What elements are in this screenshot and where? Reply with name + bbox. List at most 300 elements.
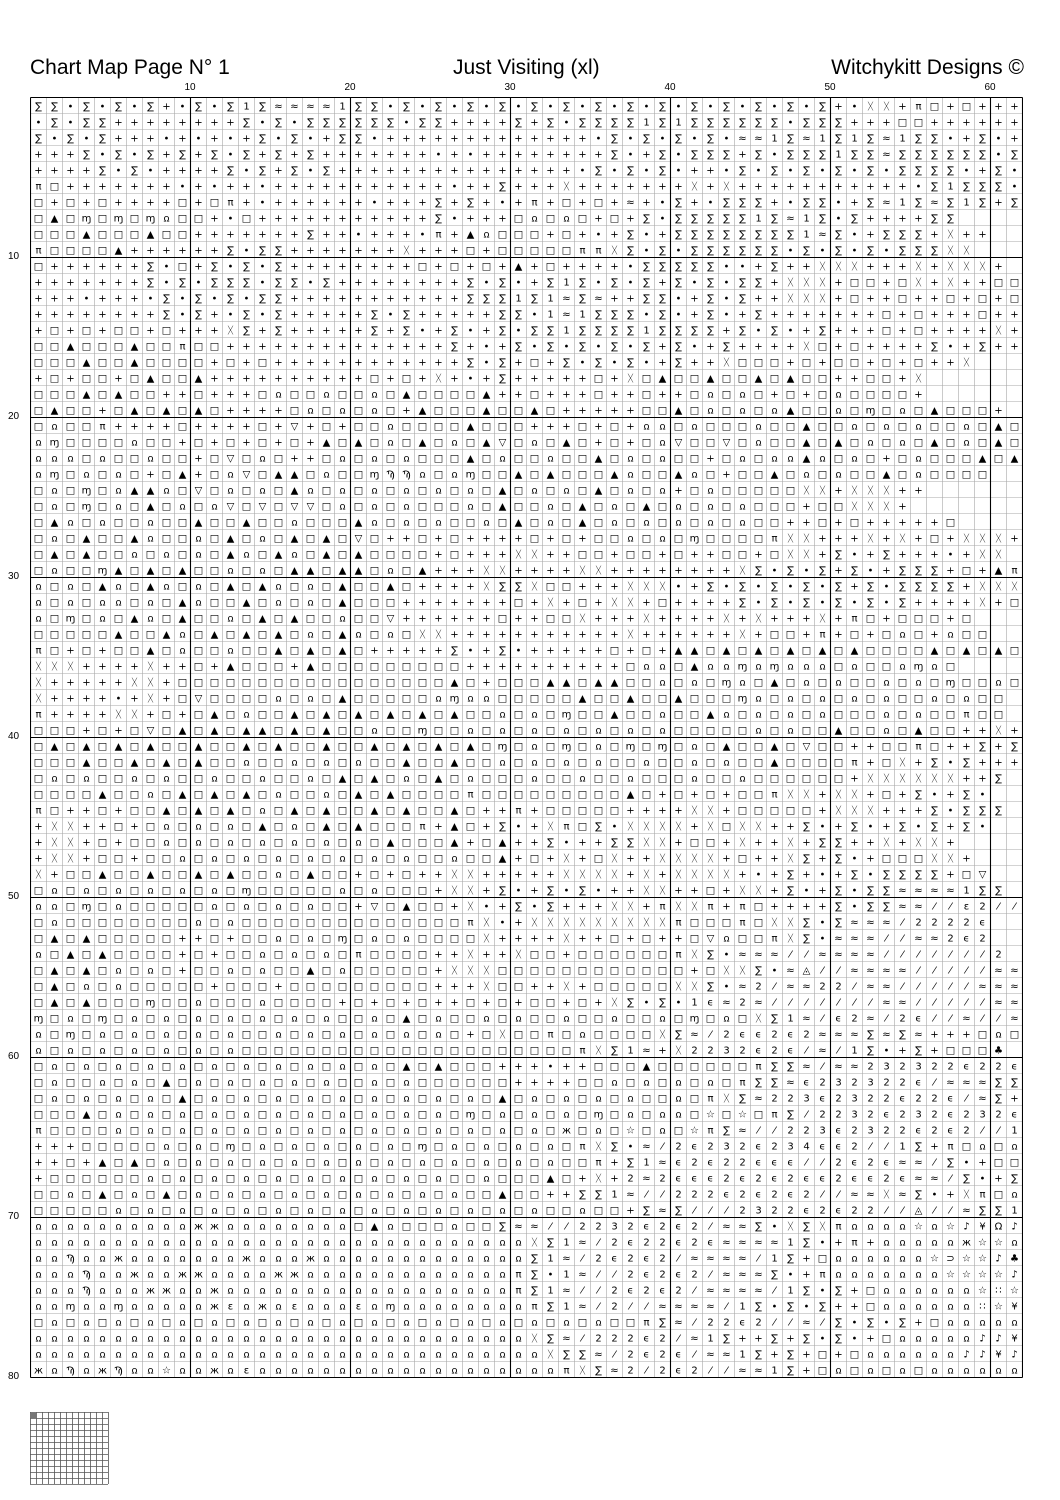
stitch-symbol: □	[418, 774, 427, 785]
stitch-symbol: □	[610, 534, 619, 545]
stitch-symbol: ⁄	[692, 1286, 698, 1297]
stitch-symbol: □	[578, 1078, 587, 1089]
stitch-symbol: +	[194, 326, 202, 337]
stitch-symbol: □	[34, 342, 43, 353]
stitch-symbol: ꭥ	[483, 1254, 489, 1265]
stitch-symbol: +	[898, 518, 906, 529]
stitch-symbol: ≈	[962, 1014, 970, 1025]
stitch-symbol: ꭥ	[339, 1270, 345, 1281]
stitch-symbol: ꭥ	[51, 502, 57, 513]
stitch-symbol: ꭥ	[435, 1366, 441, 1377]
stitch-symbol: □	[546, 726, 555, 737]
stitch-symbol: ꭥ	[595, 758, 601, 769]
stitch-symbol: π	[35, 710, 41, 721]
stitch-symbol: ▲	[115, 630, 123, 641]
stitch-symbol: □	[114, 326, 123, 337]
stitch-symbol: ≈	[738, 1126, 746, 1137]
stitch-symbol: ∑	[227, 166, 234, 177]
stitch-symbol: □	[178, 694, 187, 705]
stitch-symbol: □	[802, 646, 811, 657]
stitch-symbol: ⁄	[804, 950, 810, 961]
stitch-symbol: □	[114, 1030, 123, 1041]
stitch-symbol: π	[739, 1078, 745, 1089]
stitch-symbol: ∑	[803, 582, 810, 593]
stitch-symbol: ᚷ	[628, 582, 634, 593]
stitch-symbol: □	[450, 406, 459, 417]
stitch-symbol: •	[244, 246, 250, 257]
stitch-symbol: □	[34, 390, 43, 401]
stitch-symbol: ꭥ	[883, 694, 889, 705]
stitch-symbol: ≈	[306, 102, 314, 113]
stitch-symbol: ᚷ	[788, 278, 794, 289]
stitch-symbol: +	[194, 262, 202, 273]
stitch-symbol: □	[946, 294, 955, 305]
stitch-symbol: □	[578, 790, 587, 801]
stitch-symbol: +	[210, 214, 218, 225]
stitch-symbol: ꭥ	[179, 1302, 185, 1313]
stitch-symbol: •	[804, 102, 810, 113]
stitch-symbol: +	[754, 182, 762, 193]
stitch-symbol: ꭥ	[51, 1302, 57, 1313]
stitch-symbol: +	[386, 326, 394, 337]
stitch-symbol: ≈	[658, 1206, 666, 1217]
stitch-symbol: +	[466, 582, 474, 593]
stitch-symbol: +	[866, 230, 874, 241]
stitch-symbol: □	[210, 1046, 219, 1057]
stitch-symbol: ꭥ	[771, 406, 777, 417]
stitch-symbol: ≈	[626, 198, 634, 209]
stitch-symbol: □	[882, 1334, 891, 1345]
stitch-symbol: +	[546, 566, 554, 577]
stitch-symbol: □	[322, 886, 331, 897]
stitch-symbol: ᚷ	[500, 566, 506, 577]
stitch-symbol: ꭥ	[275, 1206, 281, 1217]
stitch-symbol: •	[564, 342, 570, 353]
stitch-symbol: □	[626, 950, 635, 961]
stitch-symbol: ɱ	[562, 710, 572, 721]
stitch-symbol: ▲	[355, 566, 363, 577]
stitch-symbol: ꭥ	[403, 1206, 409, 1217]
stitch-symbol: +	[434, 982, 442, 993]
stitch-symbol: ▲	[211, 630, 219, 641]
stitch-symbol: ᚷ	[980, 582, 986, 593]
stitch-symbol: ∑	[723, 1126, 730, 1137]
stitch-symbol: □	[850, 1366, 859, 1377]
stitch-symbol: +	[850, 374, 858, 385]
stitch-symbol: ᚷ	[756, 822, 762, 833]
stitch-symbol: +	[514, 934, 522, 945]
stitch-symbol: ∑	[931, 806, 938, 817]
stitch-symbol: ▲	[291, 566, 299, 577]
stitch-symbol: 2	[659, 1222, 665, 1233]
stitch-symbol: ∑	[499, 294, 506, 305]
stitch-symbol: +	[706, 358, 714, 369]
stitch-symbol: +	[386, 534, 394, 545]
stitch-symbol: •	[884, 582, 890, 593]
thumbnail-grid	[30, 1412, 109, 1485]
stitch-symbol: ꭥ	[195, 822, 201, 833]
stitch-symbol: □	[50, 182, 59, 193]
stitch-symbol: ϵ	[739, 1174, 745, 1185]
stitch-symbol: □	[226, 854, 235, 865]
stitch-symbol: +	[482, 870, 490, 881]
stitch-symbol: ᚷ	[820, 294, 826, 305]
stitch-symbol: □	[482, 502, 491, 513]
stitch-symbol: •	[852, 902, 858, 913]
stitch-symbol: ᚷ	[788, 838, 794, 849]
stitch-symbol: □	[994, 694, 1003, 705]
stitch-symbol: ▲	[499, 838, 507, 849]
stitch-symbol: +	[578, 982, 586, 993]
stitch-symbol: □	[850, 1350, 859, 1361]
stitch-symbol: +	[594, 934, 602, 945]
stitch-symbol: ∑	[963, 758, 970, 769]
stitch-symbol: □	[178, 678, 187, 689]
stitch-symbol: □	[210, 822, 219, 833]
stitch-symbol: ⁄	[708, 1206, 714, 1217]
stitch-symbol: ≈	[722, 1238, 730, 1249]
stitch-symbol: □	[66, 502, 75, 513]
stitch-symbol: ꭥ	[467, 1126, 473, 1137]
stitch-symbol: □	[194, 662, 203, 673]
stitch-symbol: +	[562, 598, 570, 609]
stitch-symbol: □	[674, 758, 683, 769]
stitch-symbol: □	[258, 1046, 267, 1057]
row-number: 40	[8, 732, 19, 742]
stitch-symbol: +	[226, 374, 234, 385]
stitch-symbol: ᚷ	[900, 534, 906, 545]
stitch-symbol: ⁄	[724, 1366, 730, 1377]
stitch-symbol: +	[674, 838, 682, 849]
stitch-symbol: ∑	[867, 1030, 874, 1041]
stitch-symbol: □	[306, 678, 315, 689]
stitch-symbol: □	[82, 1014, 91, 1025]
stitch-symbol: +	[466, 598, 474, 609]
stitch-symbol: □	[594, 982, 603, 993]
stitch-symbol: □	[498, 1046, 507, 1057]
stitch-symbol: ꭥ	[915, 470, 921, 481]
stitch-symbol: □	[450, 774, 459, 785]
stitch-symbol: □	[738, 486, 747, 497]
stitch-symbol: +	[770, 870, 778, 881]
stitch-symbol: ∑	[515, 310, 522, 321]
stitch-symbol: ∑	[131, 166, 138, 177]
stitch-symbol: □	[418, 390, 427, 401]
stitch-symbol: □	[66, 934, 75, 945]
stitch-symbol: ꭥ	[195, 1238, 201, 1249]
stitch-symbol: •	[948, 342, 954, 353]
stitch-symbol: •	[84, 294, 90, 305]
stitch-symbol: □	[914, 438, 923, 449]
stitch-symbol: ∑	[499, 374, 506, 385]
stitch-symbol: +	[162, 694, 170, 705]
stitch-symbol: +	[242, 230, 250, 241]
stitch-symbol: •	[852, 598, 858, 609]
stitch-symbol: +	[466, 342, 474, 353]
stitch-symbol: □	[274, 918, 283, 929]
stitch-symbol: ∑	[403, 310, 410, 321]
stitch-symbol: □	[610, 438, 619, 449]
stitch-symbol: ϵ	[643, 1350, 649, 1361]
stitch-symbol: +	[66, 1142, 74, 1153]
stitch-symbol: ꭥ	[483, 1174, 489, 1185]
stitch-symbol: +	[706, 566, 714, 577]
stitch-symbol: +	[482, 246, 490, 257]
stitch-symbol: ▲	[403, 1014, 411, 1025]
stitch-symbol: 1	[787, 1014, 793, 1025]
stitch-symbol: □	[114, 1046, 123, 1057]
stitch-symbol: +	[562, 902, 570, 913]
stitch-symbol: +	[434, 246, 442, 257]
stitch-symbol: ≈	[850, 1190, 858, 1201]
stitch-symbol: ⁄	[964, 1094, 970, 1105]
stitch-symbol: □	[626, 982, 635, 993]
stitch-symbol: □	[114, 454, 123, 465]
stitch-symbol: ≈	[802, 1318, 810, 1329]
stitch-symbol: +	[802, 870, 810, 881]
stitch-symbol: □	[754, 758, 763, 769]
stitch-symbol: □	[146, 390, 155, 401]
stitch-symbol: □	[322, 1318, 331, 1329]
stitch-symbol: +	[578, 262, 586, 273]
stitch-symbol: +	[226, 390, 234, 401]
stitch-symbol: □	[82, 630, 91, 641]
stitch-symbol: □	[50, 374, 59, 385]
stitch-symbol: ϵ	[803, 1078, 809, 1089]
stitch-symbol: ▲	[195, 742, 203, 753]
stitch-symbol: ∑	[851, 870, 858, 881]
stitch-symbol: •	[484, 102, 490, 113]
stitch-symbol: □	[578, 438, 587, 449]
stitch-symbol: ☆	[978, 1270, 987, 1281]
stitch-symbol: □	[514, 1318, 523, 1329]
stitch-symbol: □	[514, 1046, 523, 1057]
stitch-symbol: ∑	[915, 246, 922, 257]
stitch-symbol: □	[482, 1078, 491, 1089]
stitch-symbol: π	[771, 790, 777, 801]
stitch-symbol: +	[370, 246, 378, 257]
column-number: 40	[658, 82, 682, 93]
stitch-symbol: ꭥ	[371, 1366, 377, 1377]
stitch-symbol: ∑	[803, 822, 810, 833]
stitch-symbol: +	[898, 102, 906, 113]
stitch-symbol: □	[146, 1046, 155, 1057]
stitch-symbol: ▲	[595, 454, 603, 465]
stitch-symbol: ⁄	[916, 966, 922, 977]
stitch-symbol: □	[66, 742, 75, 753]
stitch-symbol: +	[290, 374, 298, 385]
stitch-symbol: □	[450, 918, 459, 929]
stitch-symbol: ɱ	[82, 902, 92, 913]
stitch-symbol: +	[674, 182, 682, 193]
stitch-symbol: ꭥ	[851, 1254, 857, 1265]
stitch-symbol: □	[338, 678, 347, 689]
stitch-symbol: ᚷ	[52, 822, 58, 833]
stitch-symbol: +	[594, 902, 602, 913]
stitch-symbol: +	[882, 214, 890, 225]
stitch-symbol: ☆	[994, 1302, 1003, 1313]
stitch-symbol: π	[227, 198, 233, 209]
stitch-symbol: ꭥ	[995, 1318, 1001, 1329]
stitch-symbol: ∑	[963, 790, 970, 801]
stitch-symbol: □	[530, 518, 539, 529]
stitch-symbol: +	[818, 902, 826, 913]
stitch-symbol: ꭥ	[227, 918, 233, 929]
stitch-symbol: □	[130, 230, 139, 241]
stitch-symbol: +	[418, 214, 426, 225]
stitch-symbol: ꭥ	[259, 1222, 265, 1233]
stitch-symbol: □	[322, 678, 331, 689]
stitch-symbol: □	[82, 1206, 91, 1217]
stitch-symbol: ∑	[739, 278, 746, 289]
stitch-symbol: +	[194, 454, 202, 465]
stitch-symbol: ≈	[994, 966, 1002, 977]
stitch-symbol: □	[290, 1174, 299, 1185]
stitch-symbol: □	[482, 1190, 491, 1201]
stitch-symbol: ♪	[979, 1350, 985, 1361]
stitch-symbol: ꭥ	[35, 902, 41, 913]
stitch-symbol: +	[466, 182, 474, 193]
stitch-symbol: ∑	[675, 326, 682, 337]
stitch-symbol: ꭥ	[371, 1014, 377, 1025]
stitch-symbol: □	[674, 454, 683, 465]
stitch-symbol: □	[162, 854, 171, 865]
stitch-symbol: +	[834, 534, 842, 545]
stitch-symbol: ⁄	[948, 902, 954, 913]
stitch-symbol: ꭥ	[899, 406, 905, 417]
stitch-symbol: ▲	[675, 406, 683, 417]
stitch-symbol: ▲	[131, 486, 139, 497]
stitch-symbol: +	[130, 182, 138, 193]
stitch-symbol: +	[162, 198, 170, 209]
stitch-symbol: ≈	[738, 950, 746, 961]
stitch-symbol: □	[162, 358, 171, 369]
stitch-symbol: □	[530, 470, 539, 481]
stitch-symbol: ▲	[131, 758, 139, 769]
stitch-symbol: □	[802, 710, 811, 721]
stitch-symbol: ≈	[850, 1062, 858, 1073]
stitch-symbol: □	[210, 966, 219, 977]
stitch-symbol: ☆	[994, 1270, 1003, 1281]
stitch-symbol: ꭥ	[131, 1366, 137, 1377]
stitch-symbol: ≈	[738, 1366, 746, 1377]
stitch-symbol: ▲	[147, 486, 155, 497]
stitch-symbol: ϵ	[867, 1174, 873, 1185]
stitch-symbol: □	[242, 1030, 251, 1041]
stitch-symbol: ꭥ	[627, 774, 633, 785]
stitch-symbol: ꭥ	[147, 790, 153, 801]
stitch-symbol: ᚷ	[740, 838, 746, 849]
stitch-symbol: □	[82, 1030, 91, 1041]
stitch-symbol: ∑	[499, 646, 506, 657]
stitch-symbol: ∑	[547, 342, 554, 353]
stitch-symbol: □	[178, 1142, 187, 1153]
stitch-symbol: □	[162, 998, 171, 1009]
stitch-symbol: •	[388, 310, 394, 321]
stitch-symbol: ▲	[131, 534, 139, 545]
stitch-symbol: +	[802, 326, 810, 337]
stitch-symbol: □	[290, 1126, 299, 1137]
stitch-symbol: ᚷ	[660, 1030, 666, 1041]
stitch-symbol: +	[578, 1174, 586, 1185]
stitch-symbol: ꭥ	[275, 1110, 281, 1121]
stitch-symbol: ∑	[243, 278, 250, 289]
stitch-symbol: □	[386, 950, 395, 961]
stitch-symbol: ᚷ	[500, 1030, 506, 1041]
stitch-symbol: ᚷ	[932, 854, 938, 865]
stitch-symbol: □	[962, 630, 971, 641]
stitch-symbol: □	[946, 518, 955, 529]
stitch-symbol: ꭥ	[275, 1222, 281, 1233]
stitch-symbol: ∑	[947, 582, 954, 593]
stitch-symbol: □	[642, 710, 651, 721]
stitch-symbol: □	[66, 998, 75, 1009]
stitch-symbol: +	[274, 358, 282, 369]
stitch-symbol: ꭥ	[563, 726, 569, 737]
stitch-symbol: +	[994, 758, 1002, 769]
stitch-symbol: ꭥ	[339, 1286, 345, 1297]
stitch-symbol: ∑	[595, 118, 602, 129]
stitch-symbol: □	[866, 278, 875, 289]
stitch-symbol: ∑	[163, 310, 170, 321]
stitch-symbol: +	[994, 262, 1002, 273]
stitch-symbol: ▲	[803, 438, 811, 449]
stitch-symbol: ϵ	[899, 1094, 905, 1105]
stitch-symbol: +	[850, 310, 858, 321]
stitch-symbol: •	[820, 582, 826, 593]
stitch-symbol: □	[546, 486, 555, 497]
stitch-symbol: +	[578, 646, 586, 657]
stitch-symbol: ⁄	[596, 1238, 602, 1249]
stitch-symbol: ꭥ	[547, 1158, 553, 1169]
stitch-symbol: ≈	[578, 1238, 586, 1249]
stitch-symbol: +	[66, 166, 74, 177]
stitch-symbol: ∑	[867, 886, 874, 897]
stitch-symbol: +	[914, 534, 922, 545]
stitch-symbol: ≈	[738, 1270, 746, 1281]
stitch-symbol: □	[66, 246, 75, 257]
stitch-symbol: ꭥ	[243, 1302, 249, 1313]
stitch-symbol: ꭥ	[259, 1254, 265, 1265]
stitch-symbol: ∑	[803, 1286, 810, 1297]
stitch-symbol: ꭥ	[467, 1350, 473, 1361]
stitch-symbol: +	[962, 774, 970, 785]
stitch-symbol: +	[930, 550, 938, 561]
stitch-symbol: ꭥ	[275, 390, 281, 401]
stitch-symbol: ▲	[547, 1174, 555, 1185]
stitch-symbol: +	[562, 406, 570, 417]
stitch-symbol: +	[258, 342, 266, 353]
stitch-symbol: ꭥ	[371, 1174, 377, 1185]
stitch-symbol: □	[66, 886, 75, 897]
stitch-symbol: □	[738, 934, 747, 945]
stitch-symbol: ▲	[131, 1158, 139, 1169]
stitch-symbol: □	[466, 758, 475, 769]
stitch-symbol: •	[980, 822, 986, 833]
stitch-symbol: ∑	[899, 166, 906, 177]
stitch-symbol: □	[482, 838, 491, 849]
stitch-symbol: +	[834, 518, 842, 529]
stitch-symbol: 2	[691, 1222, 697, 1233]
stitch-symbol: +	[658, 1046, 666, 1057]
stitch-symbol: ∑	[1011, 1078, 1018, 1089]
stitch-symbol: ∑	[867, 1046, 874, 1057]
stitch-symbol: ꭥ	[227, 966, 233, 977]
stitch-symbol: ≈	[898, 1158, 906, 1169]
stitch-symbol: ∑	[595, 1190, 602, 1201]
stitch-symbol: □	[226, 598, 235, 609]
stitch-symbol: +	[434, 166, 442, 177]
